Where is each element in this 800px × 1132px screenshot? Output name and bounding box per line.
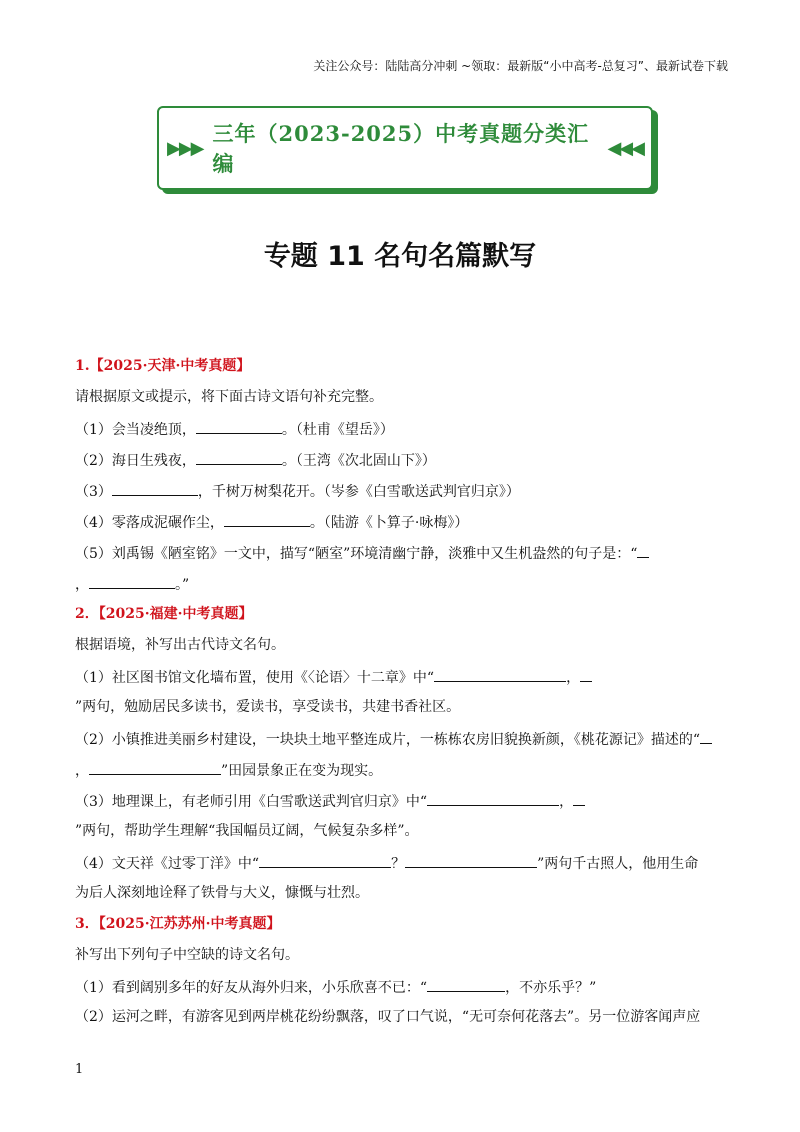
q1-item-3: [75, 480, 735, 511]
q2-item-1: [75, 666, 735, 697]
question-1-heading: 1.【2025·天津·中考真题】: [75, 358, 251, 374]
q2-item-2-text: （2）小镇推进美丽乡村建设，一块块土地平整连成片，一栋栋农房旧貌换新颜，《桃花源记》描述的“: [75, 732, 701, 748]
q2-item-3-text: （3）地理课上，有老师引用《白雪歌送武判官归京》中“: [75, 794, 428, 810]
q1-item-4-text: （4）零落成泥碾作尘，: [75, 515, 224, 531]
q2-item-2-tail: ”田园景象正在变为现实。: [221, 763, 383, 779]
left-arrows-icon: ◀◀◀: [607, 137, 643, 159]
q1-item-1-source: 。（杜甫《望岳》）: [281, 422, 394, 438]
q2-item-3: [75, 790, 735, 821]
question-3-intro: 补写出下列句子中空缺的诗文名句。: [75, 947, 299, 963]
banner-text: 三年（2023-2025）中考真题分类汇编: [212, 121, 590, 176]
q1-item-4-source: 。（陆游《卜算子·咏梅》）: [309, 515, 469, 531]
comma: ，: [559, 794, 574, 810]
question-mark: ？: [391, 856, 406, 872]
page-title: 专题 11 名句名篇默写: [263, 241, 537, 272]
q2-item-4-tail: ”两句千古照人，他用生命: [537, 856, 699, 872]
answer-blank[interactable]: [573, 790, 585, 806]
q3-item-1-tail: ，不亦乐乎？”: [505, 980, 597, 996]
closing-quote: 。”: [175, 577, 190, 593]
q2-item-4: [75, 852, 735, 883]
question-1-intro: 请根据原文或提示，将下面古诗文语句补充完整。: [75, 389, 383, 405]
question-2-heading: 2．【2025·福建·中考真题】: [75, 606, 253, 622]
q1-item-5-continued: [75, 573, 735, 604]
comma: ，: [75, 763, 89, 779]
q1-item-5-text: （5）刘禹锡《陋室铭》一文中，描写“陋室”环境清幽宁静，淡雅中又生机盎然的句子是：“: [75, 546, 638, 562]
q3-item-2: （2）运河之畔，有游客见到两岸桃花纷纷飘落，叹了口气说，“无可奈何花落去”。另一位游客闻声应: [75, 1009, 701, 1025]
q1-item-3-text: ，千树万树梨花开。（岑参《白雪歌送武判官归京》）: [197, 484, 520, 500]
question-list: [75, 356, 735, 1038]
q1-item-1-text: （1）会当凌绝顶，: [75, 422, 196, 438]
q2-item-4-text: （4）文天祥《过零丁洋》中“: [75, 856, 260, 872]
question-2-intro: 根据语境，补写出古代诗文名句。: [75, 637, 285, 653]
answer-blank[interactable]: [405, 852, 537, 868]
q2-item-2: [75, 728, 735, 759]
answer-blank[interactable]: [580, 666, 592, 682]
answer-blank[interactable]: [196, 449, 282, 465]
page-number: 1: [75, 1062, 84, 1077]
q1-item-2-text: （2）海日生残夜，: [75, 453, 196, 469]
answer-blank[interactable]: [89, 573, 175, 589]
q1-item-2: [75, 449, 735, 480]
q1-item-2-source: 。（王湾《次北固山下》）: [281, 453, 436, 469]
answer-blank[interactable]: [700, 728, 712, 744]
answer-blank[interactable]: [637, 542, 649, 558]
q3-item-1: [75, 976, 735, 1007]
q1-item-1: [75, 418, 735, 449]
series-banner: [157, 106, 669, 194]
banner-content: [157, 106, 653, 190]
answer-blank[interactable]: [196, 418, 282, 434]
answer-blank[interactable]: [434, 666, 566, 682]
answer-blank[interactable]: [89, 759, 221, 775]
q1-item-5: [75, 542, 735, 573]
answer-blank[interactable]: [427, 976, 505, 992]
answer-blank[interactable]: [112, 480, 198, 496]
answer-blank[interactable]: [427, 790, 559, 806]
q2-item-3-continued: ”两句，帮助学生理解“我国幅员辽阔，气候复杂多样”。: [75, 823, 419, 839]
answer-blank[interactable]: [224, 511, 310, 527]
q2-item-1-continued: ”两句，勉励居民多读书，爱读书，享受读书，共建书香社区。: [75, 699, 461, 715]
header-note: 关注公众号：陆陆高分冲刺 ~领取：最新版“小中高考-总复习”、最新试卷下载: [313, 59, 728, 73]
comma: ，: [75, 577, 89, 593]
answer-blank[interactable]: [259, 852, 391, 868]
q1-item-3-number: （3）: [75, 484, 112, 500]
q2-item-1-text: （1）社区图书馆文化墙布置，使用《〈论语〉十二章》中“: [75, 670, 435, 686]
q3-item-1-text: （1）看到阔别多年的好友从海外归来，小乐欣喜不已：“: [75, 980, 428, 996]
question-3-heading: 3．【2025·江苏苏州·中考真题】: [75, 916, 281, 932]
q2-item-4-continued: 为后人深刻地诠释了铁骨与大义，慷慨与壮烈。: [75, 885, 369, 901]
comma: ，: [566, 670, 581, 686]
q2-item-2-continued: [75, 759, 735, 790]
right-arrows-icon: ▶▶▶: [167, 137, 203, 159]
q1-item-4: [75, 511, 735, 542]
